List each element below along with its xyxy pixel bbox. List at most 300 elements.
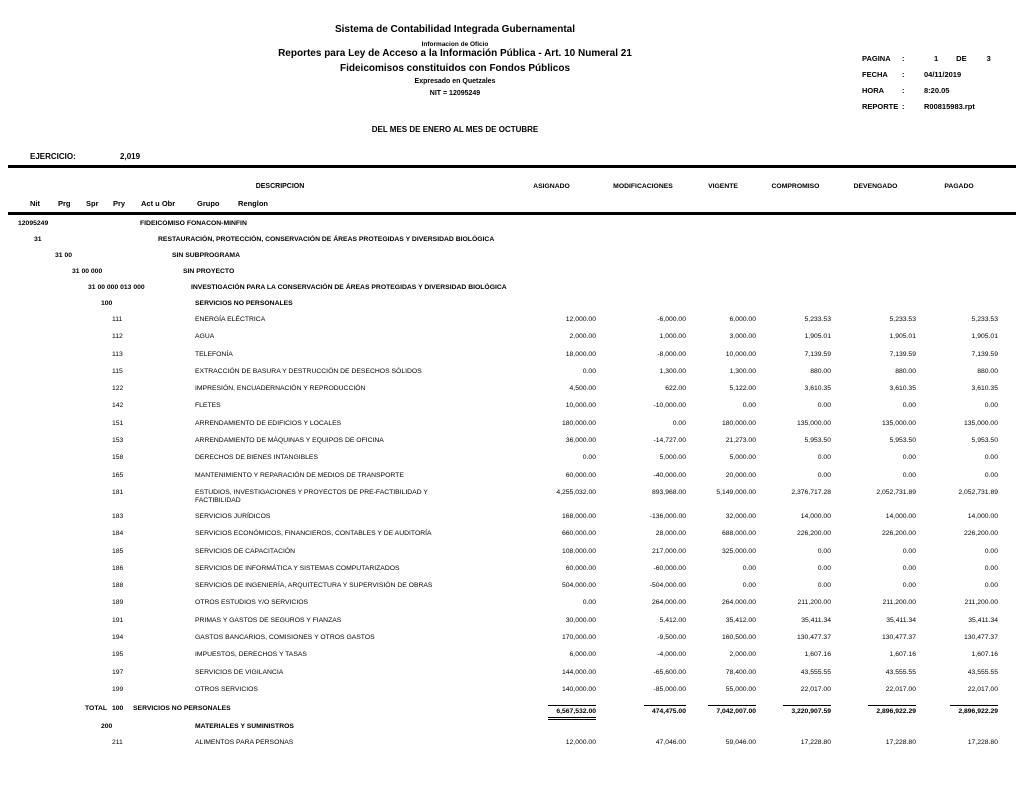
value-cell [598, 582, 688, 589]
row-description: OTROS ESTUDIOS Y/O SERVICIOS [195, 599, 309, 607]
value-text: 6,000.00 [569, 651, 596, 659]
value-cell [688, 530, 758, 537]
value-text: 688,000.00 [721, 530, 756, 538]
value-text: 1,905.01 [804, 333, 831, 341]
value-cell [833, 489, 918, 496]
description-cell [0, 368, 505, 385]
value-text: 108,000.00 [561, 547, 596, 555]
value-text: 1,607.16 [804, 651, 831, 659]
value-text: 0.00 [902, 547, 916, 555]
meta-hora-row [862, 86, 991, 102]
value-cell [918, 454, 1000, 461]
value-text: 35,411.34 [801, 616, 831, 624]
value-text: 5,412.00 [659, 616, 686, 624]
value-cell [598, 599, 688, 606]
value-cell [598, 651, 688, 658]
value-text: 0.00 [582, 454, 596, 462]
value-text: 504,000.00 [561, 582, 596, 590]
value-cell [833, 669, 918, 676]
value-cell [688, 437, 758, 444]
value-cell [833, 472, 918, 479]
description-cell [0, 472, 505, 489]
description-cell [0, 530, 505, 547]
value-cell [833, 634, 918, 641]
row-code: 115 [112, 367, 123, 375]
value-cell [505, 316, 598, 323]
description-cell [0, 669, 505, 686]
value-cell [758, 617, 833, 624]
table-row [0, 454, 1024, 471]
value-text: 264,000.00 [721, 599, 756, 607]
value-cell [918, 548, 1000, 555]
value-text: 4,500.00 [569, 385, 596, 393]
value-text: 0.00 [902, 471, 916, 479]
row-code: 197 [112, 668, 124, 676]
row-code: 100 [112, 705, 124, 713]
value-text: 28,000.00 [655, 530, 686, 538]
table-row [0, 300, 1024, 316]
table-row [0, 705, 1024, 723]
value-text: 32,000.00 [725, 512, 756, 520]
table-row [0, 420, 1024, 437]
value-cell [505, 472, 598, 479]
value-cell [758, 582, 833, 589]
value-text: -10,000.00 [653, 402, 686, 410]
currency-note: Expresado en Quetzales [414, 78, 496, 85]
table-row [0, 548, 1024, 565]
devengado-header: DEVENGADO [853, 183, 898, 190]
table-row [0, 368, 1024, 385]
row-code: 199 [112, 685, 124, 693]
row-code: 31 [34, 236, 42, 243]
value-cell [758, 530, 833, 537]
vigente-header: VIGENTE [708, 183, 738, 190]
row-description: FLETES [195, 402, 221, 410]
value-cell [688, 402, 758, 409]
value-cell [758, 686, 833, 693]
value-cell [505, 634, 598, 641]
table-row [0, 220, 1024, 236]
value-text: 3,000.00 [729, 333, 756, 341]
value-cell [598, 565, 688, 572]
value-text: 22,017.00 [800, 685, 831, 693]
row-description: EXTRACCIÓN DE BASURA Y DESTRUCCIÓN DE DESECHOS SÓLIDOS [195, 367, 422, 375]
value-cell [758, 454, 833, 461]
value-cell [598, 472, 688, 479]
value-cell [505, 513, 598, 520]
reporte-label: REPORTE [862, 102, 899, 111]
description-cell [0, 284, 505, 300]
value-cell [758, 420, 833, 427]
value-cell [918, 739, 1000, 746]
value-text: 2,052,731.89 [958, 488, 998, 496]
value-text: 325,000.00 [721, 547, 756, 555]
value-text: -4,000.00 [657, 651, 686, 659]
value-text: 0.00 [902, 454, 916, 462]
row-code: 185 [112, 547, 124, 555]
row-code: 188 [112, 582, 124, 590]
value-cell [918, 333, 1000, 340]
table-row [0, 333, 1024, 350]
value-cell [505, 582, 598, 589]
row-code: 113 [112, 350, 123, 358]
value-text: 17,228.80 [800, 739, 831, 747]
value-text: 0.00 [984, 564, 998, 572]
description-cell [0, 333, 505, 350]
value-cell [505, 385, 598, 392]
value-cell [598, 669, 688, 676]
value-cell [688, 599, 758, 606]
row-code: 211 [112, 739, 123, 747]
value-text: 18,000.00 [565, 350, 596, 358]
row-description: SERVICIOS DE VIGILANCIA [195, 668, 284, 676]
value-cell [598, 530, 688, 537]
value-text: 0.00 [902, 564, 916, 572]
value-cell [505, 530, 598, 537]
value-text: 47,046.00 [655, 739, 686, 747]
value-cell [918, 437, 1000, 444]
prg-col-header: Prg [58, 199, 71, 208]
value-cell [688, 651, 758, 658]
value-cell [598, 617, 688, 624]
value-text: 0.00 [902, 402, 916, 410]
row-code: 194 [112, 634, 124, 642]
value-text: 1,300.00 [659, 367, 686, 375]
nit-col-header: Nit [30, 199, 40, 208]
value-cell [918, 420, 1000, 427]
value-text: 0.00 [817, 564, 831, 572]
descripcion-header: DESCRIPCION [255, 183, 305, 190]
value-text: 22,017.00 [885, 685, 916, 693]
description-cell [0, 454, 505, 471]
description-cell [0, 513, 505, 530]
value-text: -9,500.00 [657, 634, 686, 642]
spr-col-header: Spr [86, 199, 99, 208]
value-text: 43,555.55 [967, 668, 998, 676]
value-text: 211,200.00 [882, 599, 916, 607]
value-text: 0.00 [817, 402, 831, 410]
value-text: 0.00 [984, 471, 998, 479]
row-code: 31 00 [55, 252, 73, 259]
value-text: 0.00 [672, 419, 686, 427]
value-cell [688, 454, 758, 461]
ejercicio-label: EJERCICIO: [30, 152, 76, 161]
row-code: 158 [112, 454, 124, 462]
value-text: 7,139.59 [971, 350, 998, 358]
value-text: 0.00 [742, 402, 756, 410]
table-row [0, 236, 1024, 252]
value-text: 217,000.00 [651, 547, 686, 555]
value-text: 144,000.00 [561, 668, 596, 676]
value-text: 622.00 [665, 385, 686, 393]
value-text: 1,300.00 [729, 367, 756, 375]
value-text: 14,000.00 [885, 512, 916, 520]
value-cell [505, 548, 598, 555]
value-text: 3,610.35 [971, 385, 998, 393]
meta-pagina-row [862, 54, 991, 70]
row-description: MANTENIMIENTO Y REPARACIÓN DE MEDIOS DE TRANSPORTE [195, 471, 404, 479]
value-cell [598, 351, 688, 358]
value-cell [833, 513, 918, 520]
value-text: 5,953.50 [971, 437, 998, 445]
value-cell [688, 472, 758, 479]
value-text: 0.00 [902, 582, 916, 590]
description-cell [0, 548, 505, 565]
value-cell [918, 489, 1000, 496]
report-law-title: Reportes para Ley de Acceso a la Información Pública - Art. 10 Numeral 21 [278, 48, 632, 59]
description-cell [0, 220, 505, 236]
value-cell [688, 385, 758, 392]
value-cell [758, 489, 833, 496]
row-description: DERECHOS DE BIENES INTANGIBLES [195, 454, 319, 462]
row-description: ARRENDAMIENTO DE EDIFICIOS Y LOCALES [195, 419, 342, 427]
value-cell [918, 385, 1000, 392]
value-cell [688, 634, 758, 641]
fecha-value: 04/11/2019 [924, 70, 962, 79]
row-description: ALIMENTOS PARA PERSONAS [195, 739, 294, 747]
value-text: 135,000.00 [796, 419, 831, 427]
key-headers [0, 199, 1024, 212]
row-description: SERVICIOS DE INFORMÁTICA Y SISTEMAS COMPUTARIZADOS [195, 564, 400, 572]
value-text: 35,411.34 [886, 616, 916, 624]
table-row [0, 565, 1024, 582]
value-cell [505, 739, 598, 746]
column-headers [0, 183, 1024, 190]
table-row [0, 351, 1024, 368]
value-text: 2,376,717.28 [791, 488, 831, 496]
value-text: 0.00 [817, 582, 831, 590]
value-cell [598, 385, 688, 392]
value-text: 7,139.59 [804, 350, 831, 358]
value-cell [833, 565, 918, 572]
value-text: 130,477.37 [796, 634, 831, 642]
row-code: 112 [112, 333, 123, 341]
description-cell [0, 300, 505, 316]
table-row [0, 437, 1024, 454]
value-text: -136,000.00 [649, 512, 686, 520]
value-text: 880.00 [977, 367, 998, 375]
row-code: 181 [112, 488, 124, 496]
table-row [0, 268, 1024, 284]
value-cell [505, 454, 598, 461]
value-text: 78,400.00 [725, 668, 756, 676]
value-cell [833, 530, 918, 537]
value-text: 5,233.53 [804, 316, 831, 323]
value-cell [758, 402, 833, 409]
value-cell [918, 686, 1000, 693]
value-cell [918, 651, 1000, 658]
table-row [0, 284, 1024, 300]
value-text: 0.00 [817, 471, 831, 479]
value-cell [688, 686, 758, 693]
value-text: 1,607.16 [971, 651, 998, 659]
value-text: 5,233.53 [971, 316, 998, 323]
value-cell [688, 420, 758, 427]
row-code: 31 00 000 [72, 268, 103, 275]
table-row [0, 686, 1024, 703]
value-cell [918, 368, 1000, 375]
value-cell [833, 705, 918, 717]
value-cell [833, 651, 918, 658]
value-text: 180,000.00 [721, 419, 756, 427]
row-description: SIN SUBPROGRAMA [172, 252, 240, 259]
asignado-header: ASIGNADO [533, 183, 570, 190]
value-cell [758, 513, 833, 520]
row-code: 184 [112, 530, 124, 538]
report-meta [862, 54, 991, 118]
meta-reporte-row [862, 102, 991, 118]
total-label: TOTAL [85, 705, 108, 713]
value-text: 211,200.00 [797, 599, 831, 607]
value-text: 0.00 [984, 402, 998, 410]
value-text: -8,000.00 [657, 350, 686, 358]
description-cell [0, 582, 505, 599]
fecha-label: FECHA [862, 70, 888, 79]
table-row [0, 634, 1024, 651]
value-cell [598, 513, 688, 520]
row-description: RESTAURACIÓN, PROTECCIÓN, CONSERVACIÓN DE ÁREAS PROTEGIDAS Y DIVERSIDAD BIOLÓGICA [158, 236, 495, 243]
value-cell [598, 686, 688, 693]
value-text: 1,607.16 [889, 651, 916, 659]
row-description: ESTUDIOS, INVESTIGACIONES Y PROYECTOS DE PRE-FACTIBILIDAD Y FACTIBILIDAD [195, 488, 428, 504]
value-text: 168,000.00 [561, 512, 596, 520]
pry-col-header: Pry [113, 199, 126, 208]
value-cell [688, 351, 758, 358]
value-cell [833, 351, 918, 358]
value-cell [758, 669, 833, 676]
table-row [0, 252, 1024, 268]
value-cell [918, 351, 1000, 358]
value-cell [833, 548, 918, 555]
value-cell [688, 582, 758, 589]
row-code: 186 [112, 564, 124, 572]
value-text: 2,000.00 [569, 333, 596, 341]
value-cell [688, 316, 758, 323]
value-cell [833, 385, 918, 392]
pagina-de-label: DE [956, 54, 967, 63]
value-cell [758, 599, 833, 606]
description-cell [0, 268, 505, 284]
row-description: IMPRESIÓN, ENCUADERNACIÓN Y REPRODUCCIÓN [195, 385, 366, 393]
value-cell [758, 548, 833, 555]
value-text: 60,000.00 [565, 564, 596, 572]
value-cell [833, 333, 918, 340]
row-description: SERVICIOS JURÍDICOS [195, 512, 271, 520]
reporte-colon: : [902, 102, 905, 111]
row-code: 153 [112, 437, 124, 445]
value-text: 20,000.00 [725, 471, 756, 479]
value-cell [918, 617, 1000, 624]
value-cell [598, 437, 688, 444]
row-description: GASTOS BANCARIOS, COMISIONES Y OTROS GASTOS [195, 634, 375, 642]
table-row [0, 723, 1024, 739]
value-text: 211,200.00 [964, 599, 998, 607]
value-text: 22,017.00 [967, 685, 998, 693]
row-description: PRIMAS Y GASTOS DE SEGUROS Y FIANZAS [195, 616, 342, 624]
row-code: 142 [112, 402, 124, 410]
value-text: 35,412.00 [725, 616, 756, 624]
row-code: 100 [101, 300, 113, 307]
value-cell [833, 599, 918, 606]
value-cell [918, 565, 1000, 572]
value-text: 0.00 [742, 564, 756, 572]
row-description: INVESTIGACIÓN PARA LA CONSERVACIÓN DE ÁREAS PROTEGIDAS Y DIVERSIDAD BIOLÓGICA [191, 284, 507, 291]
value-text: 5,953.50 [889, 437, 916, 445]
value-cell [598, 368, 688, 375]
value-cell [918, 472, 1000, 479]
description-cell [0, 420, 505, 437]
value-text: 5,122.00 [729, 385, 756, 393]
table-row [0, 582, 1024, 599]
value-text: -65,600.00 [653, 668, 686, 676]
info-oficio-label: Informacion de Oficio [421, 41, 489, 48]
value-cell [918, 669, 1000, 676]
row-description: MATERIALES Y SUMINISTROS [195, 723, 294, 731]
pagina-colon: : [902, 54, 905, 63]
row-description: IMPUESTOS, DERECHOS Y TASAS [195, 651, 307, 659]
value-cell [688, 368, 758, 375]
value-text: 880.00 [810, 367, 831, 375]
value-text: 180,000.00 [561, 419, 596, 427]
reporte-value: R00815983.rpt [924, 102, 975, 111]
value-text: 4,255,032.00 [556, 488, 596, 496]
value-text: 7,139.59 [889, 350, 916, 358]
table-row [0, 489, 1024, 513]
row-code: 122 [112, 385, 124, 393]
value-cell [505, 686, 598, 693]
table-row [0, 513, 1024, 530]
value-text: 17,228.80 [967, 739, 998, 747]
value-cell [833, 582, 918, 589]
value-text: 880.00 [895, 367, 916, 375]
table-row [0, 385, 1024, 402]
row-code: 191 [112, 616, 124, 624]
value-cell [598, 739, 688, 746]
row-description: SERVICIOS NO PERSONALES [195, 300, 293, 307]
value-cell [505, 705, 598, 720]
value-text: 2,000.00 [729, 651, 756, 659]
value-text: 5,233.53 [889, 316, 916, 323]
value-text: 130,477.37 [963, 634, 998, 642]
value-cell [758, 634, 833, 641]
value-cell [688, 739, 758, 746]
value-text: 135,000.00 [881, 419, 916, 427]
description-cell [0, 739, 505, 756]
table-row [0, 402, 1024, 419]
value-text: 3,610.35 [889, 385, 916, 393]
row-description: SERVICIOS DE CAPACITACIÓN [195, 547, 296, 555]
value-cell [688, 548, 758, 555]
description-cell [0, 651, 505, 668]
report-table-body [0, 220, 1024, 757]
value-text: 5,000.00 [729, 454, 756, 462]
value-cell [598, 705, 688, 717]
value-text: 10,000.00 [725, 350, 756, 358]
value-text: 140,000.00 [561, 685, 596, 693]
value-text: -6,000.00 [657, 316, 686, 323]
value-cell [833, 316, 918, 323]
value-text: 6,567,532.00 [548, 705, 596, 720]
ejercicio-value: 2,019 [120, 152, 141, 161]
description-cell [0, 489, 505, 513]
description-cell [0, 316, 505, 333]
value-cell [688, 705, 758, 717]
table-row [0, 651, 1024, 668]
value-text: 14,000.00 [967, 512, 998, 520]
pagina-total: 3 [986, 54, 991, 63]
value-cell [833, 686, 918, 693]
value-cell [688, 669, 758, 676]
